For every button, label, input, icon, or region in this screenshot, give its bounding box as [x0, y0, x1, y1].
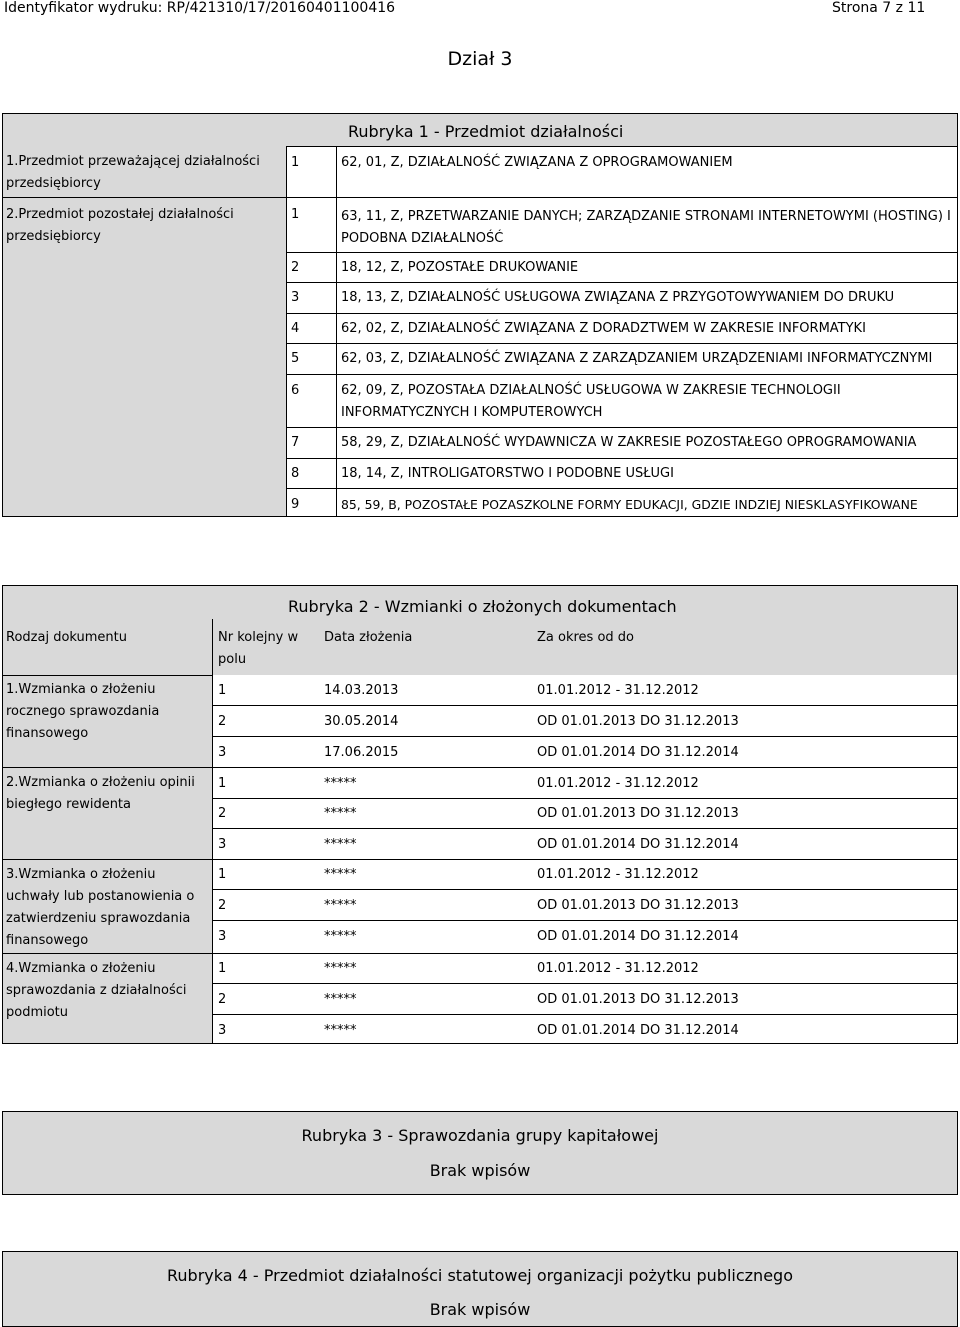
doc-row-date: *****: [324, 898, 357, 913]
col-period: Za okres od do: [537, 630, 634, 645]
activity-number: 4: [291, 321, 300, 336]
activity-text: 62, 09, Z, POZOSTAŁA DZIAŁALNOŚĆ USŁUGOWA W ZAKRESIE TECHNOLOGII INFORMATYCZNYCH I KOMPUTEROWYCH: [341, 383, 841, 420]
doc-row-date: *****: [324, 1023, 357, 1038]
doc-row-number: 2: [218, 806, 227, 821]
page-indicator: Strona 7 z 11: [832, 0, 926, 16]
document-group-label: 4.Wzmianka o złożeniu sprawozdania z działalności podmiotu: [6, 961, 187, 1020]
doc-row-period: OD 01.01.2014 DO 31.12.2014: [537, 745, 739, 760]
col-date: Data złożenia: [324, 630, 413, 645]
doc-row-period: OD 01.01.2014 DO 31.12.2014: [537, 1023, 739, 1038]
activity-text: 18, 12, Z, POZOSTAŁE DRUKOWANIE: [341, 260, 579, 275]
document-group-label: 2.Wzmianka o złożeniu opinii biegłego rewidenta: [6, 775, 195, 812]
doc-row-number: 1: [218, 776, 227, 791]
document-group-label: 3.Wzmianka o złożeniu uchwały lub postanowienia o zatwierdzeniu sprawozdania finansowego: [6, 867, 195, 948]
rubryka-4-title: Rubryka 4 - Przedmiot działalności statutowej organizacji pożytku publicznego: [167, 1266, 793, 1285]
doc-row-date: *****: [324, 961, 357, 976]
doc-row-date: *****: [324, 929, 357, 944]
activity-text: 18, 13, Z, DZIAŁALNOŚĆ USŁUGOWA ZWIĄZANA Z PRZYGOTOWYWANIEM DO DRUKU: [341, 290, 895, 305]
doc-row-date: *****: [324, 992, 357, 1007]
activity-text: 58, 29, Z, DZIAŁALNOŚĆ WYDAWNICZA W ZAKRESIE POZOSTAŁEGO OPROGRAMOWANIA: [341, 435, 917, 450]
doc-row-number: 1: [218, 683, 227, 698]
doc-row-number: 2: [218, 992, 227, 1007]
doc-row-date: *****: [324, 776, 357, 791]
doc-row-period: 01.01.2012 - 31.12.2012: [537, 683, 699, 698]
doc-row-number: 1: [218, 961, 227, 976]
rubryka-1-title: Rubryka 1 - Przedmiot działalności: [348, 122, 624, 141]
activity-number: 1: [291, 155, 300, 170]
doc-row-number: 2: [218, 714, 227, 729]
section-title: Dział 3: [447, 48, 513, 70]
activity-number: 5: [291, 351, 300, 366]
col-doc-type: Rodzaj dokumentu: [6, 630, 127, 645]
rubryka-2-title: Rubryka 2 - Wzmianki o złożonych dokumentach: [288, 597, 677, 616]
doc-row-period: OD 01.01.2013 DO 31.12.2013: [537, 898, 739, 913]
rubryka-4-value: Brak wpisów: [429, 1300, 531, 1319]
rubryka-3-title: Rubryka 3 - Sprawozdania grupy kapitałowej: [301, 1126, 659, 1145]
activity-number: 7: [291, 435, 300, 450]
activity-number: 2: [291, 260, 300, 275]
activity-text: 62, 03, Z, DZIAŁALNOŚĆ ZWIĄZANA Z ZARZĄDZANIEM URZĄDZENIAMI INFORMATYCZNYMI: [341, 351, 933, 366]
predominant-activity-label: 1.Przedmiot przeważającej działalności przedsiębiorcy: [6, 154, 260, 191]
doc-row-number: 2: [218, 898, 227, 913]
doc-row-date: *****: [324, 837, 357, 852]
doc-row-period: OD 01.01.2013 DO 31.12.2013: [537, 714, 739, 729]
doc-row-number: 3: [218, 745, 227, 760]
doc-row-number: 3: [218, 929, 227, 944]
activity-text: 62, 02, Z, DZIAŁALNOŚĆ ZWIĄZANA Z DORADZTWEM W ZAKRESIE INFORMATYKI: [341, 321, 866, 336]
rubryka-3-value: Brak wpisów: [429, 1161, 531, 1180]
doc-row-period: OD 01.01.2013 DO 31.12.2013: [537, 806, 739, 821]
doc-row-number: 3: [218, 837, 227, 852]
col-number: Nr kolejny w polu: [218, 630, 299, 667]
doc-row-period: OD 01.01.2014 DO 31.12.2014: [537, 929, 739, 944]
document-group-label: 1.Wzmianka o złożeniu rocznego sprawozdania finansowego: [6, 682, 160, 741]
activity-number: 8: [291, 466, 300, 481]
activity-text: 63, 11, Z, PRZETWARZANIE DANYCH; ZARZĄDZANIE STRONAMI INTERNETOWYMI (HOSTING) I PODOBNA DZIAŁALNOŚĆ: [341, 209, 951, 246]
doc-row-period: 01.01.2012 - 31.12.2012: [537, 776, 699, 791]
activity-number: 6: [291, 383, 300, 398]
doc-row-period: OD 01.01.2014 DO 31.12.2014: [537, 837, 739, 852]
activity-text: 18, 14, Z, INTROLIGATORSTWO I PODOBNE USŁUGI: [341, 466, 674, 481]
activity-text: 62, 01, Z, DZIAŁALNOŚĆ ZWIĄZANA Z OPROGRAMOWANIEM: [341, 155, 733, 170]
doc-row-date: *****: [324, 867, 357, 882]
doc-row-period: 01.01.2012 - 31.12.2012: [537, 867, 699, 882]
activity-text: 85, 59, B, POZOSTAŁE POZASZKOLNE FORMY EDUKACJI, GDZIE INDZIEJ NIESKLASYFIKOWANE: [341, 497, 918, 512]
doc-row-date: *****: [324, 806, 357, 821]
doc-row-date: 30.05.2014: [324, 714, 399, 729]
print-identifier: Identyfikator wydruku: RP/421310/17/20160401100416: [4, 0, 396, 16]
doc-row-number: 1: [218, 867, 227, 882]
other-activity-label: 2.Przedmiot pozostałej działalności przedsiębiorcy: [6, 207, 234, 244]
doc-row-period: 01.01.2012 - 31.12.2012: [537, 961, 699, 976]
doc-row-date: 14.03.2013: [324, 683, 399, 698]
activity-number: 3: [291, 290, 300, 305]
activity-number: 1: [291, 207, 300, 222]
doc-row-date: 17.06.2015: [324, 745, 399, 760]
rubryka-3-panel: [2, 1111, 958, 1195]
doc-row-period: OD 01.01.2013 DO 31.12.2013: [537, 992, 739, 1007]
doc-row-number: 3: [218, 1023, 227, 1038]
activity-number: 9: [291, 497, 300, 512]
